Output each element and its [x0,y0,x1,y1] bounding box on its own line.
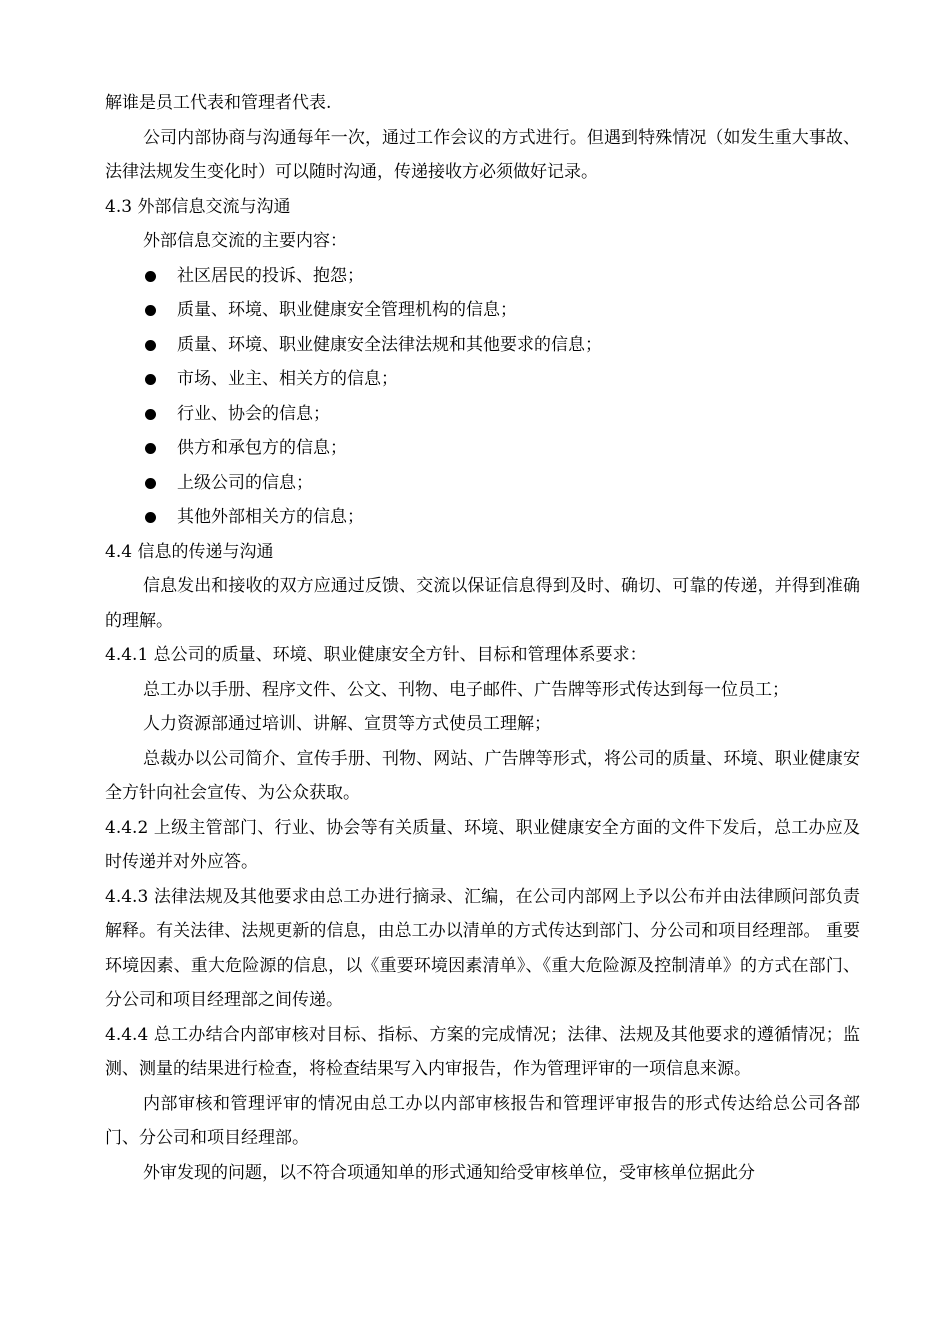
bullet-icon [145,305,156,316]
bullet-icon [145,478,156,489]
list-item [105,328,860,363]
paragraph-4-4-2: 4.4.2 上级主管部门、行业、协会等有关质量、环境、职业健康安全方面的文件下发后，总工办应及时传递并对外应答。 [105,817,860,872]
heading-4-4-1: 4.4.1 总公司的质量、环境、职业健康安全方针、目标和管理体系要求： [105,645,647,665]
external-info-list [105,259,860,535]
paragraph-4-4-1-c: 总裁办以公司简介、宣传手册、刊物、网站、广告牌等形式，将公司的质量、环境、职业健康安全方针向社会宣传、为公众获取。 [105,748,860,803]
list-item-text: 质量、环境、职业健康安全管理机构的信息； [177,300,517,320]
list-item-text: 供方和承包方的信息； [177,438,347,458]
paragraph-4-4-4: 4.4.4 总工办结合内部审核对目标、指标、方案的完成情况；法律、法规及其他要求的遵循情况；监测、测量的结果进行检查，将检查结果写入内审报告，作为管理评审的一项信息来源。 [105,1024,860,1079]
paragraph-external-intro: 外部信息交流的主要内容： [143,231,347,251]
paragraph-4-4-1-b: 人力资源部通过培训、讲解、宣贯等方式使员工理解； [143,714,551,734]
paragraph-4-4-4-a: 内部审核和管理评审的情况由总工办以内部审核报告和管理评审报告的形式传达给总公司各部门、分公司和项目经理部。 [105,1093,860,1148]
list-item [105,259,860,294]
list-item [105,362,860,397]
paragraph-info-transfer: 信息发出和接收的双方应通过反馈、交流以保证信息得到及时、确切、可靠的传递，并得到准确的理解。 [105,576,860,631]
list-item-text: 社区居民的投诉、抱怨； [177,265,364,286]
paragraph-continued: 解谁是员工代表和管理者代表. [105,93,332,113]
paragraph-4-4-4-b: 外审发现的问题，以不符合项通知单的形式通知给受审核单位，受审核单位据此分 [143,1162,755,1183]
list-item [105,466,860,501]
list-item-text: 上级公司的信息； [177,472,313,493]
list-item [105,293,860,328]
list-item-text: 行业、协会的信息； [177,403,330,424]
bullet-icon [145,340,156,351]
heading-4-4: 4.4 信息的传递与沟通 [105,541,274,562]
bullet-icon [145,374,156,385]
heading-4-3: 4.3 外部信息交流与沟通 [105,196,291,217]
list-item [105,500,860,535]
paragraph-4-4-1-a: 总工办以手册、程序文件、公文、刊物、电子邮件、广告牌等形式传达到每一位员工； [143,679,789,700]
list-item [105,431,860,466]
paragraph-internal-consultation: 公司内部协商与沟通每年一次，通过工作会议的方式进行。但遇到特殊情况（如发生重大事故、法律法规发生变化时）可以随时沟通，传递接收方必须做好记录。 [105,127,860,182]
list-item-text: 市场、业主、相关方的信息； [177,369,398,389]
bullet-icon [145,409,156,420]
list-item-text: 质量、环境、职业健康安全法律法规和其他要求的信息； [177,334,602,355]
bullet-icon [145,271,156,282]
bullet-icon [145,443,156,454]
bullet-icon [145,512,156,523]
list-item-text: 其他外部相关方的信息； [177,507,364,527]
list-item [105,397,860,432]
document-page [105,86,860,1190]
paragraph-4-4-3: 4.4.3 法律法规及其他要求由总工办进行摘录、汇编，在公司内部网上予以公布并由法律顾问部负责解释。有关法律、法规更新的信息，由总工办以清单的方式传达到部门、分公司和项目经理部。 重要环境因素、重大危险源的信息，以《重要环境因素清单》、《重大危险源及控制清单》的方式在部门、分公司和项目经理部之间传递。 [105,886,860,1010]
